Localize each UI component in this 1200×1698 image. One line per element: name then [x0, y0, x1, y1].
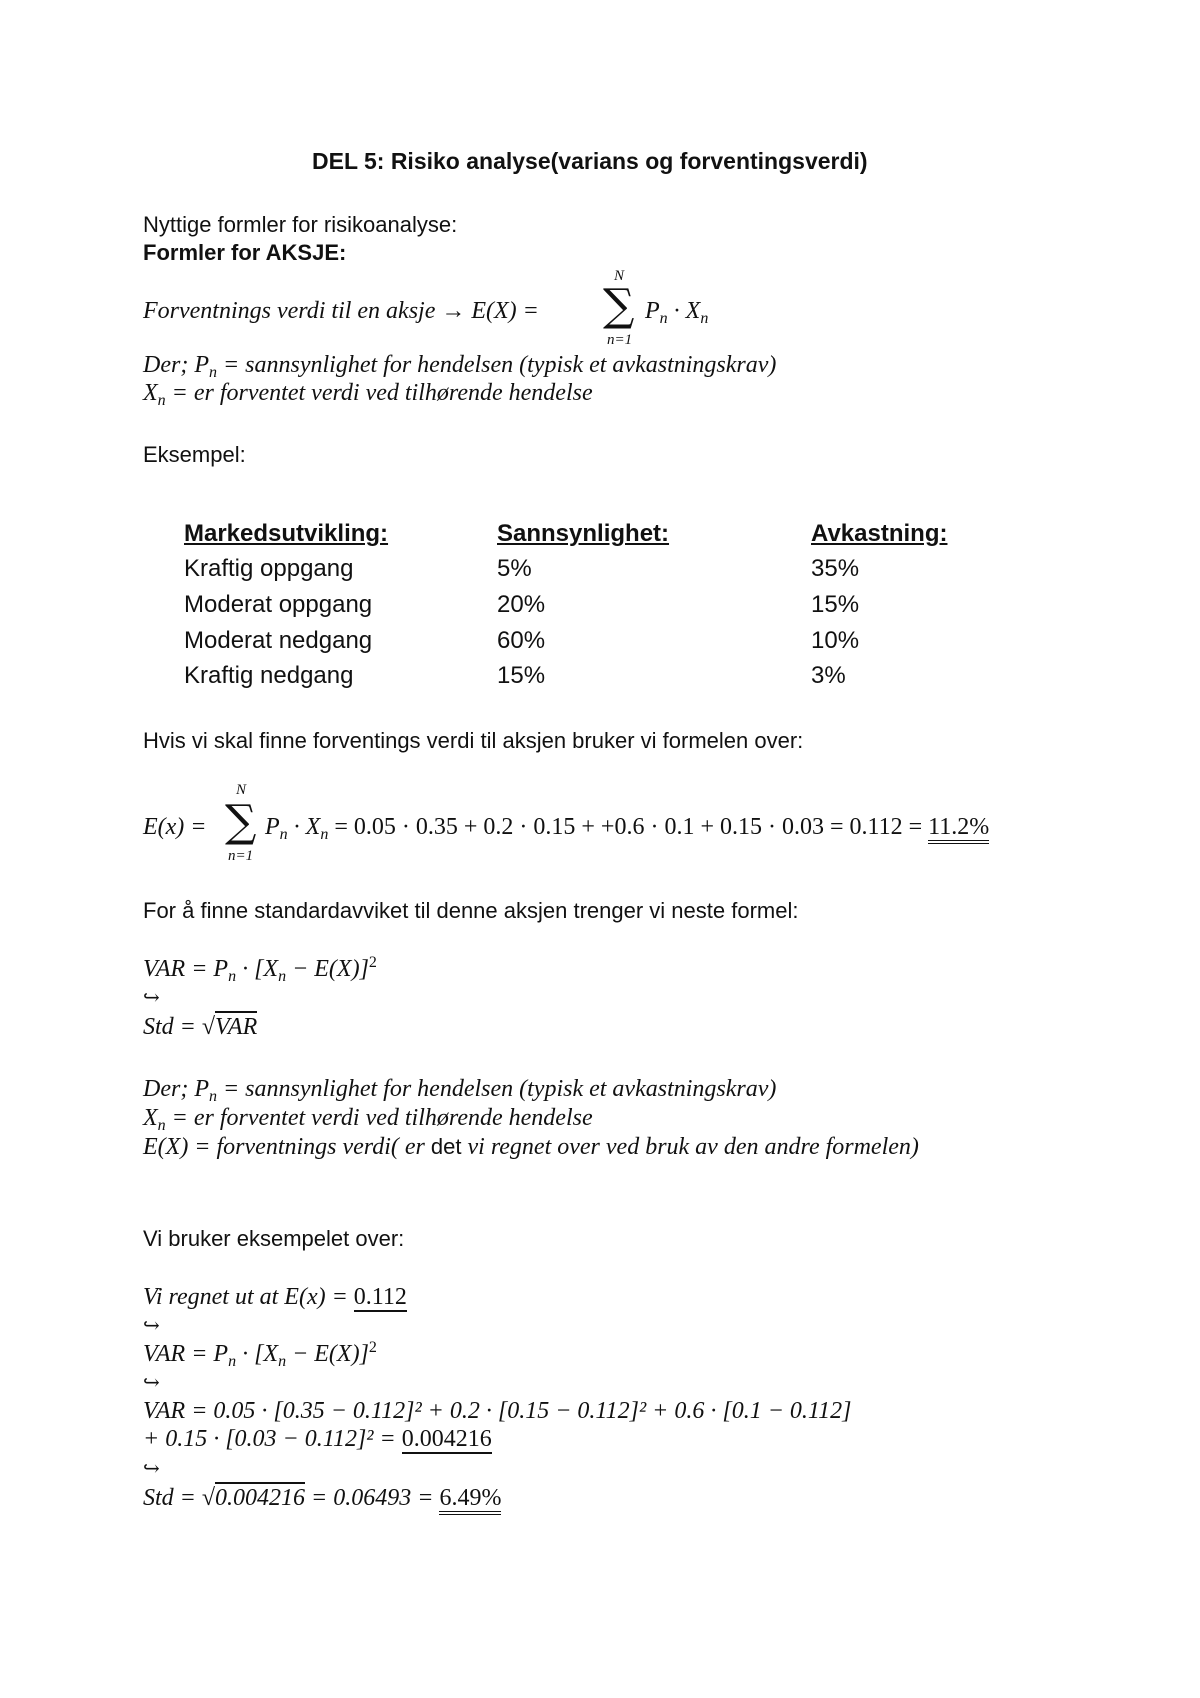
definition-ex-c: vi regnet over ved bruk av den andre formelen): [461, 1134, 919, 1160]
sigma-symbol: ∑: [225, 796, 257, 847]
arrow-icon: ↪: [143, 987, 160, 1009]
superscript-2: 2: [368, 1339, 377, 1356]
definition-ex: [143, 1134, 919, 1161]
subscript-n: n: [279, 826, 288, 843]
var-part3: − E(X)]: [286, 956, 369, 982]
table-cell-probability: 60%: [497, 627, 546, 654]
table-cell-market: Moderat nedgang: [184, 627, 373, 654]
var-part2: · [X: [236, 956, 279, 982]
table-cell-return: 15%: [811, 591, 860, 618]
std-calc: [143, 1485, 501, 1512]
example-label: Eksempel:: [143, 442, 246, 467]
table-cell-market: Moderat oppgang: [184, 591, 373, 618]
subscript-n: n: [700, 310, 709, 327]
table-cell-return: 35%: [811, 555, 860, 582]
subscript-n: n: [659, 310, 668, 327]
subscript-n: n: [157, 1117, 166, 1134]
term-p: P: [265, 814, 280, 840]
page-title: DEL 5: Risiko analyse(varians og forventingsverdi): [312, 148, 868, 174]
calc-expected: [143, 1284, 407, 1311]
sum-lower-limit: n=1: [228, 848, 254, 864]
expected-value-formula: [143, 268, 783, 352]
sum-lower-limit: n=1: [607, 332, 633, 348]
definition-x-text: = er forventet verdi ved tilhørende hendelse: [165, 380, 593, 406]
term-x: X: [685, 298, 701, 324]
formula-term: [645, 298, 708, 325]
table-cell-market: Kraftig nedgang: [184, 662, 354, 689]
std-calc-radicand: 0.004216: [215, 1482, 305, 1511]
subscript-n: n: [228, 1353, 237, 1370]
formula2-lhs: E(x) =: [143, 814, 207, 840]
table-cell-return: 10%: [811, 627, 860, 654]
table-cell-probability: 20%: [497, 591, 546, 618]
std-result: 6.49%: [439, 1485, 501, 1515]
std-intro: For å finne standardavviket til denne aksjen trenger vi neste formel:: [143, 898, 799, 923]
formula-lhs: Forventnings verdi til en aksje → E(X) =: [143, 298, 539, 324]
definition-p: [143, 352, 776, 379]
calc-expected-value: 0.112: [353, 1284, 407, 1310]
definition-x-text: = er forventet verdi ved tilhørende hendelse: [165, 1105, 593, 1131]
std-radicand: VAR: [215, 1011, 257, 1040]
variance-calc-line2: [143, 1426, 492, 1453]
definition-p-symbol: Der; P: [143, 1076, 209, 1102]
dot-operator: ·: [287, 814, 306, 840]
definition-ex-b: det: [430, 1134, 462, 1159]
variance-calc-prefix: + 0.15 · [0.03 − 0.112]² =: [143, 1426, 402, 1452]
subscript-n: n: [208, 1088, 217, 1105]
definition-x-symbol: X: [143, 1105, 158, 1131]
term-x: X: [305, 814, 321, 840]
definition-p: [143, 1076, 776, 1103]
intro-text: Nyttige formler for risikoanalyse:: [143, 212, 458, 237]
definition-x: [143, 380, 593, 407]
std-prefix: Std = √: [143, 1014, 216, 1040]
calc-expected-prefix: Vi regnet ut at E(x) =: [143, 1284, 354, 1310]
arrow-icon: ↪: [143, 1458, 160, 1480]
subscript-n: n: [157, 392, 166, 409]
variance-formula-repeat: [143, 1341, 377, 1368]
arrow-icon: ↪: [143, 1315, 160, 1337]
definition-p-text: = sannsynlighet for hendelsen (typisk et avkastningskrav): [216, 1076, 777, 1102]
table-cell-return: 3%: [811, 662, 846, 689]
var-part1: VAR = P: [143, 1341, 229, 1367]
table-cell-probability: 5%: [497, 555, 532, 582]
expected-value-calculation: [143, 782, 1083, 866]
std-formula: [143, 1014, 257, 1041]
var-part3: − E(X)]: [286, 1341, 369, 1367]
std-calc-prefix: Std = √: [143, 1485, 216, 1511]
formula2-arithmetic: = 0.05 · 0.35 + 0.2 · 0.15 + +0.6 · 0.1 + 0.15 · 0.03 = 0.112 =: [328, 814, 929, 840]
variance-calc-line1: VAR = 0.05 · [0.35 − 0.112]² + 0.2 · [0.15 − 0.112]² + 0.6 · [0.1 − 0.112]: [143, 1398, 852, 1424]
subscript-n: n: [228, 968, 237, 985]
table-header-return: Avkastning:: [811, 520, 948, 547]
definition-p-text: = sannsynlighet for hendelsen (typisk et avkastningskrav): [216, 352, 777, 378]
table-cell-market: Kraftig oppgang: [184, 555, 354, 582]
formula2-result: 11.2%: [928, 814, 989, 844]
sum-upper-limit: N: [236, 782, 247, 798]
table-cell-probability: 15%: [497, 662, 546, 689]
expected-value-intro: Hvis vi skal finne forventings verdi til aksjen bruker vi formelen over:: [143, 728, 804, 753]
example2-intro: Vi bruker eksempelet over:: [143, 1226, 405, 1251]
var-part1: VAR = P: [143, 956, 229, 982]
sigma-symbol: ∑: [603, 280, 635, 331]
subscript-n: n: [278, 968, 287, 985]
table-header-probability: Sannsynlighet:: [497, 520, 670, 547]
subscript-n: n: [208, 364, 217, 381]
subscript-n: n: [320, 826, 329, 843]
std-calc-mid: = 0.06493 =: [305, 1485, 440, 1511]
definition-x-symbol: X: [143, 380, 158, 406]
superscript-2: 2: [368, 954, 377, 971]
definition-ex-a: E(X) = forventnings verdi( er: [143, 1134, 431, 1160]
variance-formula: [143, 956, 377, 983]
arrow-icon: ↪: [143, 1372, 160, 1394]
variance-result: 0.004216: [401, 1426, 492, 1452]
table-header-market: Markedsutvikling:: [184, 520, 389, 547]
var-part2: · [X: [236, 1341, 279, 1367]
dot-operator: ·: [667, 298, 686, 324]
market-table: [184, 520, 1004, 690]
section-heading: Formler for AKSJE:: [143, 240, 347, 265]
formula2-rhs: [265, 814, 989, 841]
definition-p-symbol: Der; P: [143, 352, 209, 378]
definition-x: [143, 1105, 593, 1132]
term-p: P: [645, 298, 660, 324]
subscript-n: n: [278, 1353, 287, 1370]
sum-upper-limit: N: [614, 268, 625, 284]
